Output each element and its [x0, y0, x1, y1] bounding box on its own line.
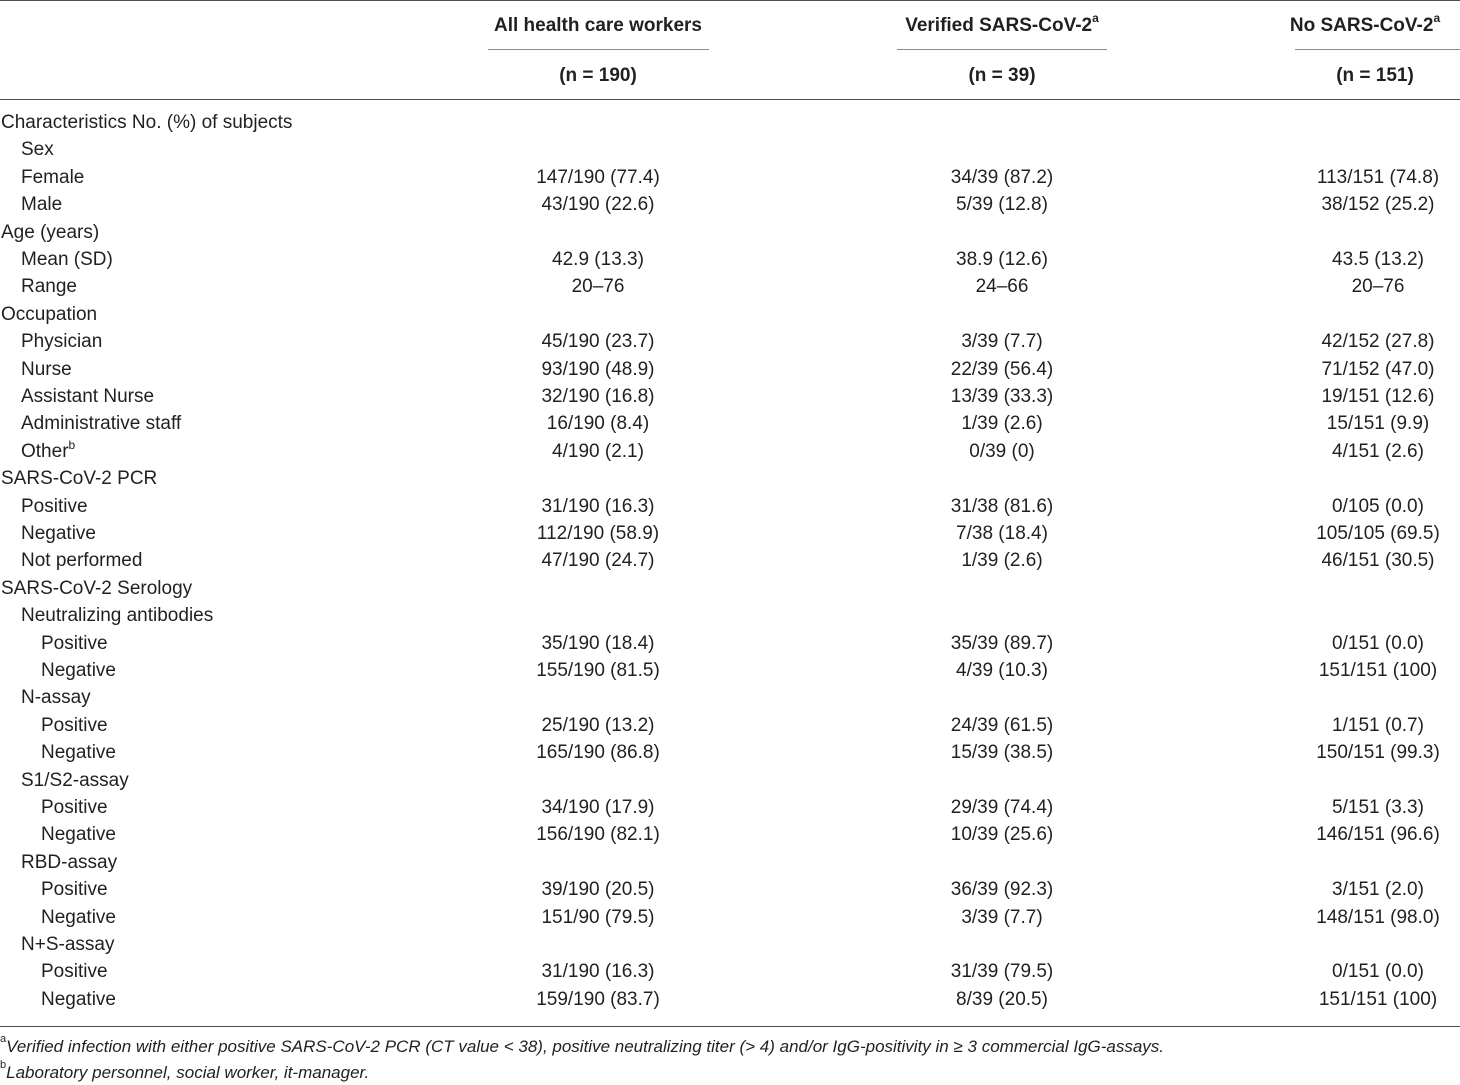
table-cell: 1/39 (2.6): [961, 413, 1043, 435]
row-label: [1, 112, 292, 134]
table-cell: 0/151 (0.0): [1332, 961, 1424, 983]
table-cell: 151/90 (79.5): [541, 906, 655, 928]
row-label-text: Positive: [41, 879, 108, 901]
table-row: [0, 222, 1460, 249]
row-label-text: Sex: [21, 139, 54, 161]
table-cell: 146/151 (96.6): [1316, 824, 1440, 846]
table-cell: 151/151 (100): [1318, 660, 1438, 681]
row-label-text: N+S-assay: [21, 934, 115, 955]
table-cell: 20–76: [1351, 276, 1405, 298]
table-row: [0, 989, 1460, 1016]
column-header-none: [1270, 11, 1460, 37]
row-label-text: Age (years): [1, 221, 100, 243]
table-cell: 159/190 (83.7): [536, 988, 660, 1010]
table-cell: 4/151 (2.6): [1332, 440, 1424, 462]
table-cell: 3/39 (7.7): [961, 331, 1043, 353]
table-cell: 29/39 (74.4): [950, 797, 1054, 818]
table-cell: 31/38 (81.6): [950, 495, 1054, 517]
row-label: [21, 934, 114, 956]
table-row: [0, 386, 1460, 413]
column-header-none-n: (n = 151): [1336, 65, 1414, 86]
row-label-text: Negative: [21, 523, 96, 544]
table-row: [0, 824, 1460, 851]
table-row: [0, 852, 1460, 879]
row-label: [1, 222, 99, 244]
table-cell: 93/190 (48.9): [541, 358, 655, 380]
table-row: [0, 437, 1460, 468]
row-label: [21, 437, 76, 463]
table-cell: 46/151 (30.5): [1321, 550, 1435, 572]
table-cell: 43/190 (22.6): [541, 194, 655, 216]
row-label-sup: b: [68, 437, 76, 452]
row-label-text: Neutralizing antibodies: [21, 605, 214, 627]
row-label-text: Positive: [41, 714, 108, 736]
table-cell: 0/151 (0.0): [1332, 632, 1424, 654]
column-header-all-title: All health care workers: [493, 15, 703, 36]
table-cell: 156/190 (82.1): [536, 824, 660, 846]
table-row: [0, 742, 1460, 769]
table-row: [0, 578, 1460, 605]
table-cell: 38.9 (12.6): [956, 249, 1048, 270]
table-cell: 34/39 (87.2): [950, 166, 1054, 188]
table-cell: 165/190 (86.8): [536, 742, 660, 764]
table-cell: 71/152 (47.0): [1321, 358, 1435, 380]
row-label-text: Not performed: [21, 550, 143, 572]
table-row: [0, 139, 1460, 166]
table-cell: 0/105 (0.0): [1332, 495, 1424, 517]
column-header-all-n: (n = 190): [559, 65, 637, 86]
table-row: [0, 961, 1460, 988]
column-header-verified-underline: [897, 49, 1107, 50]
row-label: [41, 961, 108, 983]
table-cell: 4/190 (2.1): [552, 440, 644, 462]
row-label-text: Mean (SD): [21, 249, 113, 270]
row-label-text: Positive: [41, 797, 108, 818]
row-label-text: Assistant Nurse: [21, 386, 155, 407]
row-label-text: Physician: [21, 331, 103, 353]
table-cell: 5/151 (3.3): [1332, 797, 1424, 818]
table-cell: 31/190 (16.3): [541, 495, 655, 517]
row-label: [1, 468, 157, 490]
column-header-verified-n: (n = 39): [968, 65, 1036, 86]
table-row: [0, 715, 1460, 742]
row-label: [21, 413, 181, 435]
table-row: [0, 167, 1460, 194]
table-cell: 112/190 (58.9): [536, 523, 660, 544]
column-header-none-underline: [1295, 49, 1460, 50]
row-label-text: Nurse: [21, 358, 72, 380]
footnote-b-mark: b: [0, 1059, 7, 1071]
table-cell: 1/39 (2.6): [961, 550, 1043, 572]
table-cell: 42.9 (13.3): [552, 249, 644, 270]
table-cell: 35/190 (18.4): [541, 632, 655, 654]
column-header-none-sup: a: [1433, 11, 1441, 25]
table-cell: 7/38 (18.4): [956, 523, 1048, 544]
row-label: [21, 386, 154, 408]
row-label: [41, 797, 108, 819]
row-label-text: Range: [21, 276, 77, 298]
column-header-verified-sup: a: [1092, 11, 1099, 25]
row-label: [1, 578, 192, 600]
row-label-text: Negative: [41, 824, 116, 846]
row-label: [41, 824, 116, 846]
row-label: [41, 742, 116, 764]
row-label: [41, 660, 116, 682]
table-cell: 151/151 (100): [1318, 988, 1438, 1010]
table-cell: 42/152 (27.8): [1321, 331, 1435, 353]
footnote-b-text: Laboratory personnel, social worker, it-manager.: [6, 1063, 370, 1082]
table-cell: 34/190 (17.9): [541, 797, 655, 818]
row-label: [21, 605, 213, 627]
table-cell: 31/190 (16.3): [541, 961, 655, 983]
row-label: [41, 879, 108, 901]
row-label-text: Male: [21, 194, 63, 216]
row-label: [41, 907, 116, 929]
table-cell: 16/190 (8.4): [546, 413, 650, 435]
row-label: [21, 687, 91, 709]
table-top-rule: [0, 0, 1460, 1]
table-row: [0, 687, 1460, 714]
table-cell: 10/39 (25.6): [950, 824, 1054, 846]
table-cell: 22/39 (56.4): [950, 358, 1054, 380]
row-label: [41, 989, 116, 1011]
column-header-verified: [882, 11, 1122, 37]
row-label: [1, 304, 97, 326]
table-row: [0, 934, 1460, 961]
row-label-text: Positive: [21, 495, 88, 517]
table-cell: 3/151 (2.0): [1332, 879, 1424, 901]
table-cell: 0/39 (0): [969, 440, 1035, 462]
table-row: [0, 797, 1460, 824]
table-row: [0, 468, 1460, 495]
table-row: [0, 605, 1460, 632]
table-cell: 15/151 (9.9): [1326, 413, 1430, 435]
column-header-none-title: No SARS-CoV-2: [1289, 15, 1434, 36]
footnote-a-text: Verified infection with either positive SARS-CoV-2 PCR (CT value < 38), positive neutralizing titer (> 4) and/or IgG-positivity in ≥ 3 commercial IgG-assays.: [6, 1037, 1165, 1056]
row-label: [21, 550, 142, 572]
table-cell: 8/39 (20.5): [956, 988, 1048, 1010]
table-cell: 1/151 (0.7): [1332, 714, 1424, 736]
row-label-text: SARS-CoV-2 PCR: [1, 468, 158, 490]
table-row: [0, 304, 1460, 331]
table-cell: 5/39 (12.8): [956, 194, 1048, 216]
table-cell: 47/190 (24.7): [541, 550, 655, 572]
row-label-text: Female: [21, 166, 85, 188]
table-cell: 20–76: [571, 276, 625, 298]
row-label-text: Negative: [41, 988, 116, 1010]
table-cell: 35/39 (89.7): [950, 632, 1054, 654]
table-row: [0, 879, 1460, 906]
row-label-text: RBD-assay: [21, 851, 118, 873]
table-cell: 19/151 (12.6): [1321, 386, 1435, 407]
table-cell: 13/39 (33.3): [950, 386, 1054, 407]
row-label: [21, 523, 96, 545]
table-cell: 148/151 (98.0): [1316, 906, 1440, 928]
row-label: [21, 194, 62, 216]
table-cell: 43.5 (13.2): [1332, 249, 1424, 270]
table-cell: 15/39 (38.5): [950, 742, 1054, 764]
table-cell: 31/39 (79.5): [950, 961, 1054, 983]
table-cell: 4/39 (10.3): [956, 660, 1048, 681]
row-label: [41, 715, 108, 737]
row-label: [21, 331, 102, 353]
row-label-text: Positive: [41, 632, 108, 654]
table-cell: 150/151 (99.3): [1316, 742, 1440, 764]
table-row: [0, 112, 1460, 139]
table-row: [0, 523, 1460, 550]
table-row: [0, 359, 1460, 386]
row-label-text: Negative: [41, 742, 116, 764]
table-cell: 45/190 (23.7): [541, 331, 655, 353]
table-cell: 3/39 (7.7): [961, 906, 1043, 928]
table-cell: 36/39 (92.3): [950, 879, 1054, 901]
table-row: [0, 249, 1460, 276]
row-label-text: Occupation: [1, 303, 98, 325]
table-cell: 25/190 (13.2): [541, 714, 655, 736]
table-row: [0, 633, 1460, 660]
column-header-all: [478, 15, 718, 37]
row-label: [21, 276, 77, 298]
row-label-text: Positive: [41, 961, 108, 983]
footnote-b: [0, 1059, 370, 1083]
row-label: [21, 852, 117, 874]
table-row: [0, 907, 1460, 934]
footnote-a: [0, 1033, 1165, 1057]
table-cell: 38/152 (25.2): [1321, 194, 1435, 216]
row-label-text: N-assay: [21, 687, 91, 709]
table-row: [0, 496, 1460, 523]
table-header-rule: [0, 99, 1460, 100]
table-cell: 32/190 (16.8): [541, 386, 655, 407]
row-label-text: Negative: [41, 660, 116, 681]
table-row: [0, 194, 1460, 221]
row-label-text: Negative: [41, 906, 116, 928]
table-row: [0, 770, 1460, 797]
table-row: [0, 413, 1460, 440]
table-row: [0, 660, 1460, 687]
row-label: [21, 249, 113, 271]
row-label: [21, 359, 72, 381]
table-cell: 147/190 (77.4): [536, 166, 660, 188]
table-cell: 105/105 (69.5): [1316, 523, 1440, 544]
table-cell: 24–66: [975, 276, 1029, 298]
row-label-text: Administrative staff: [21, 413, 182, 435]
table-bottom-rule: [0, 1026, 1460, 1027]
row-label: [21, 770, 129, 792]
table-cell: 24/39 (61.5): [950, 714, 1054, 736]
row-label: [21, 139, 54, 161]
table-row: [0, 550, 1460, 577]
row-label: [41, 633, 108, 655]
table-cell: 39/190 (20.5): [541, 879, 655, 901]
column-header-verified-title: Verified SARS-CoV-2: [905, 15, 1093, 36]
row-label-text: Other: [21, 440, 69, 462]
table-row: [0, 276, 1460, 303]
table-row: [0, 331, 1460, 358]
footnote-a-mark: a: [0, 1033, 7, 1045]
row-label-text: Characteristics No. (%) of subjects: [1, 112, 293, 133]
table-cell: 155/190 (81.5): [536, 660, 660, 681]
row-label: [21, 167, 84, 189]
column-header-all-underline: [488, 49, 709, 50]
table-cell: 113/151 (74.8): [1316, 166, 1440, 188]
row-label-text: S1/S2-assay: [21, 769, 129, 791]
row-label-text: SARS-CoV-2 Serology: [1, 577, 193, 599]
row-label: [21, 496, 88, 518]
